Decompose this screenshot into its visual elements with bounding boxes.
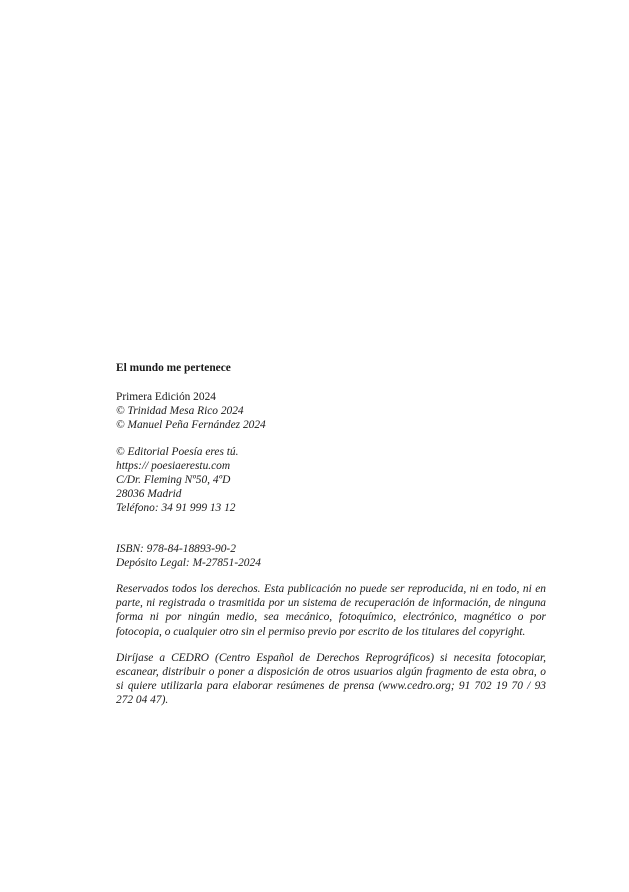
publisher-block [116, 445, 546, 515]
copyright-page [116, 361, 546, 708]
publisher-address: C/Dr. Fleming Nº50, 4ºD [116, 474, 231, 486]
publisher-city: 28036 Madrid [116, 488, 182, 500]
legal-block [116, 542, 546, 570]
edition-line: Primera Edición 2024 [116, 391, 216, 403]
legal-deposit: Depósito Legal: M-27851-2024 [116, 557, 261, 569]
copyright-author-1: © Trinidad Mesa Rico 2024 [116, 405, 244, 417]
isbn: ISBN: 978-84-18893-90-2 [116, 543, 236, 555]
rights-paragraph: Reservados todos los derechos. Esta publicación no puede ser reproducida, ni en todo, ni en parte, ni registrada o trasmitida por un sistema de recuperación de información, de ninguna forma ni por ningún medio, sea mecánico, fotoquímico, electrónico, magnético o por fotocopia, o cualquier otro sin el permiso previo por escrito de los titulares del copyright. [116, 583, 546, 638]
publisher-phone: Teléfono: 34 91 999 13 12 [116, 502, 236, 514]
publisher-website: https:// poesiaerestu.com [116, 460, 231, 472]
book-title: El mundo me pertenece [116, 362, 231, 374]
cedro-paragraph: Diríjase a CEDRO (Centro Español de Derechos Reprográficos) si necesita fotocopiar, escanear, distribuir o poner a disposición de otros usuarios algún fragmento de esta obra, o si quiere utilizarla para elaborar resúmenes de prensa (www.cedro.org; 91 702 19 70 / 93 272 04 47). [116, 651, 546, 707]
edition-block [116, 390, 546, 432]
copyright-author-2: © Manuel Peña Fernández 2024 [116, 419, 266, 431]
publisher-name: © Editorial Poesía eres tú. [116, 446, 239, 458]
